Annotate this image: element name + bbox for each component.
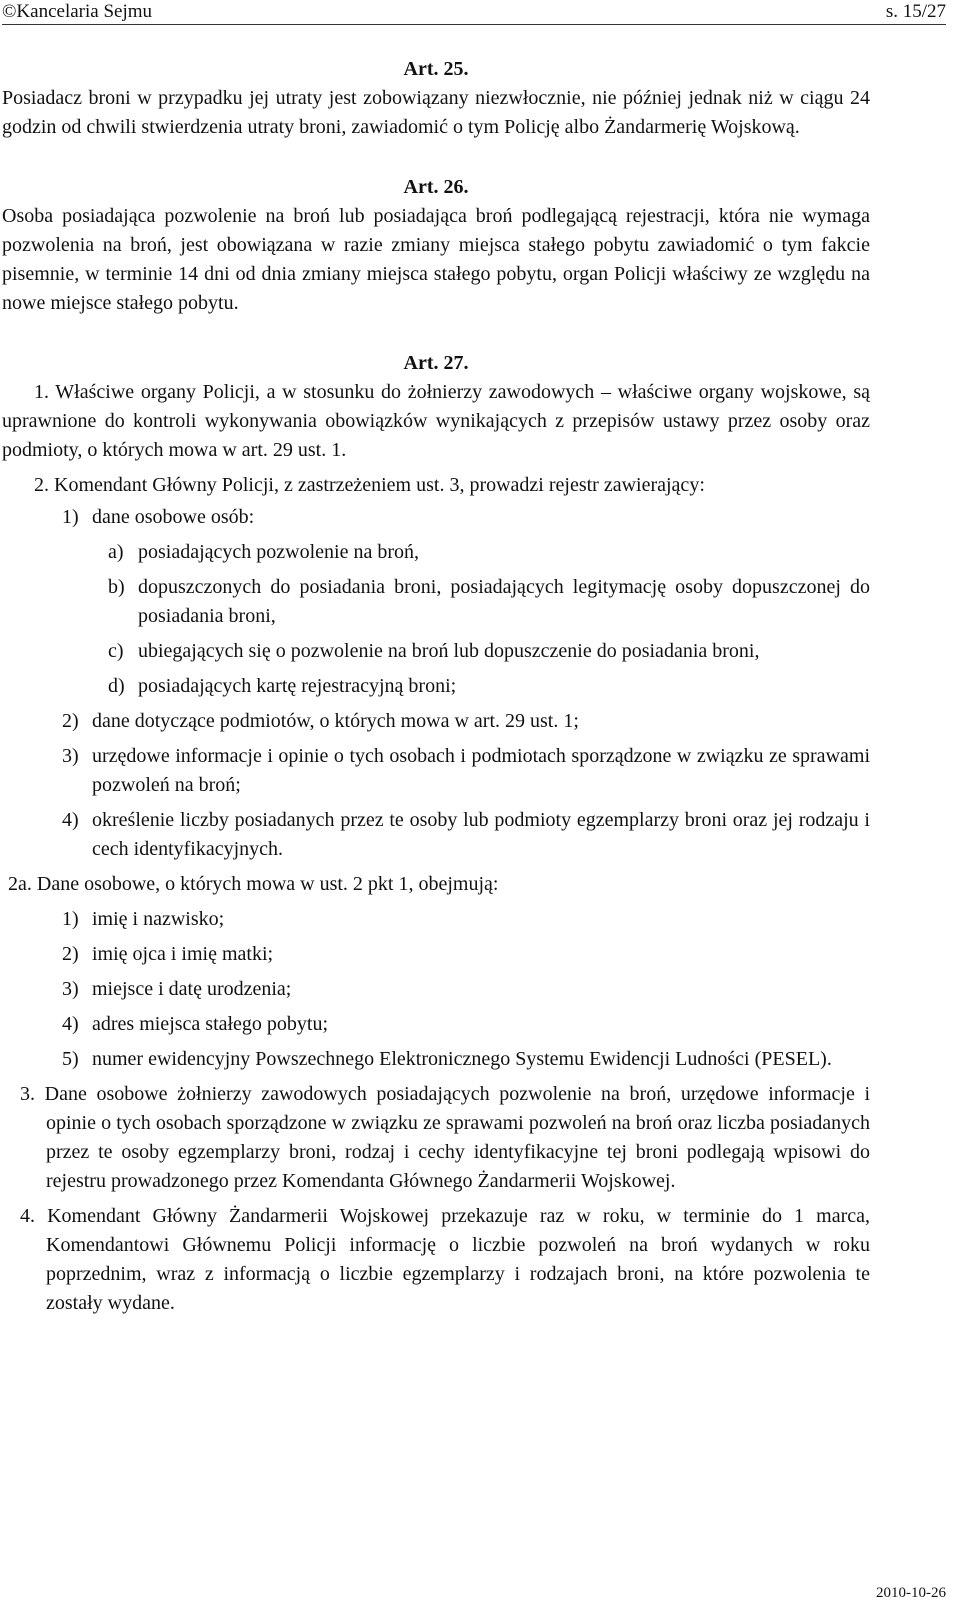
article-27-par-3: 3. Dane osobowe żołnierzy zawodowych posiadających pozwolenie na broń, urzędowe informacje i opinie o tych osobach sporządzone w związku ze sprawami pozwoleń na broń oraz liczba posiadanych przez te osoby egzemplarzy broni, rodzaj i cechy identyfikacyjne tej broni podlegają wpisowi do rejestru prowadzonego przez Komendanta Głównego Żandarmerii Wojskowej. bbox=[20, 1083, 870, 1192]
list-item: c) ubiegających się o pozwolenie na broń lub dopuszczenie do posiadania broni, bbox=[108, 640, 760, 662]
list-item: 2) imię ojca i imię matki; bbox=[62, 943, 274, 965]
list-item: 4) adres miejsca stałego pobytu; bbox=[62, 1013, 329, 1035]
list-item: 3) urzędowe informacje i opinie o tych osobach i podmiotach sporządzone w związku ze sprawami pozwoleń na broń; bbox=[62, 745, 870, 796]
par-2-list bbox=[2, 503, 870, 864]
header-page-number: s. 15/27 bbox=[885, 1, 946, 22]
article-27-par-2: 2. Komendant Główny Policji, z zastrzeżeniem ust. 3, prowadzi rejestr zawierający: bbox=[34, 474, 705, 496]
par-2a-list bbox=[2, 905, 870, 1074]
list-item: 4) określenie liczby posiadanych przez te osoby lub podmioty egzemplarzy broni oraz jej rodzaju i cech identyfikacyjnych. bbox=[62, 809, 870, 860]
header-copyright: ©Kancelaria Sejmu bbox=[2, 1, 153, 22]
article-26-text: Osoba posiadająca pozwolenie na broń lub posiadająca broń podlegającą rejestracji, która nie wymaga pozwolenia na broń, jest obowiązana w razie zmiany miejsca stałego pobytu zawiadomić o tym fakcie pisemnie, w terminie 14 dni od dnia zmiany miejsca stałego pobytu, organ Policji właściwy ze względu na nowe miejsce stałego pobytu. bbox=[2, 205, 870, 314]
list-item: 1) dane osobowe osób: bbox=[62, 506, 255, 528]
list-item: b) dopuszczonych do posiadania broni, posiadających legitymację osoby dopuszczonej do posiadania broni, bbox=[108, 576, 870, 627]
list-item: 3) miejsce i datę urodzenia; bbox=[62, 978, 292, 1000]
document-body bbox=[2, 55, 870, 1318]
list-item: 1) imię i nazwisko; bbox=[62, 908, 225, 930]
list-item: a) posiadających pozwolenie na broń, bbox=[108, 541, 420, 563]
article-26-title: Art. 26. bbox=[403, 176, 469, 198]
list-item: d) posiadających kartę rejestracyjną broni; bbox=[108, 675, 457, 697]
list-item: 2) dane dotyczące podmiotów, o których mowa w art. 29 ust. 1; bbox=[62, 710, 579, 732]
article-25-text: Posiadacz broni w przypadku jej utraty jest zobowiązany niezwłocznie, nie później jednak niż w ciągu 24 godzin od chwili stwierdzenia utraty broni, zawiadomić o tym Policję albo Żandarmerię Wojskową. bbox=[2, 87, 870, 138]
article-27-par-1: 1. Właściwe organy Policji, a w stosunku do żołnierzy zawodowych – właściwe organy wojskowe, są uprawnione do kontroli wykonywania obowiązków wynikających z przepisów ustawy przez osoby oraz podmioty, o których mowa w art. 29 ust. 1. bbox=[2, 381, 870, 461]
article-27-par-4: 4. Komendant Główny Żandarmerii Wojskowej przekazuje raz w roku, w terminie do 1 marca, Komendantowi Głównemu Policji informację o liczbie pozwoleń na broń wydanych w roku poprzednim, wraz z informacją o liczbie egzemplarzy i rodzajach broni, na które pozwolenia te zostały wydane. bbox=[20, 1205, 870, 1314]
page-header bbox=[2, 0, 946, 25]
list-item: 5) numer ewidencyjny Powszechnego Elektronicznego Systemu Ewidencji Ludności (PESEL). bbox=[62, 1048, 832, 1070]
article-27-par-2a: 2a. Dane osobowe, o których mowa w ust. 2 pkt 1, obejmują: bbox=[8, 873, 499, 895]
article-25-title: Art. 25. bbox=[403, 58, 469, 80]
article-27-title: Art. 27. bbox=[403, 352, 469, 374]
footer-date: 2010-10-26 bbox=[876, 1585, 946, 1601]
